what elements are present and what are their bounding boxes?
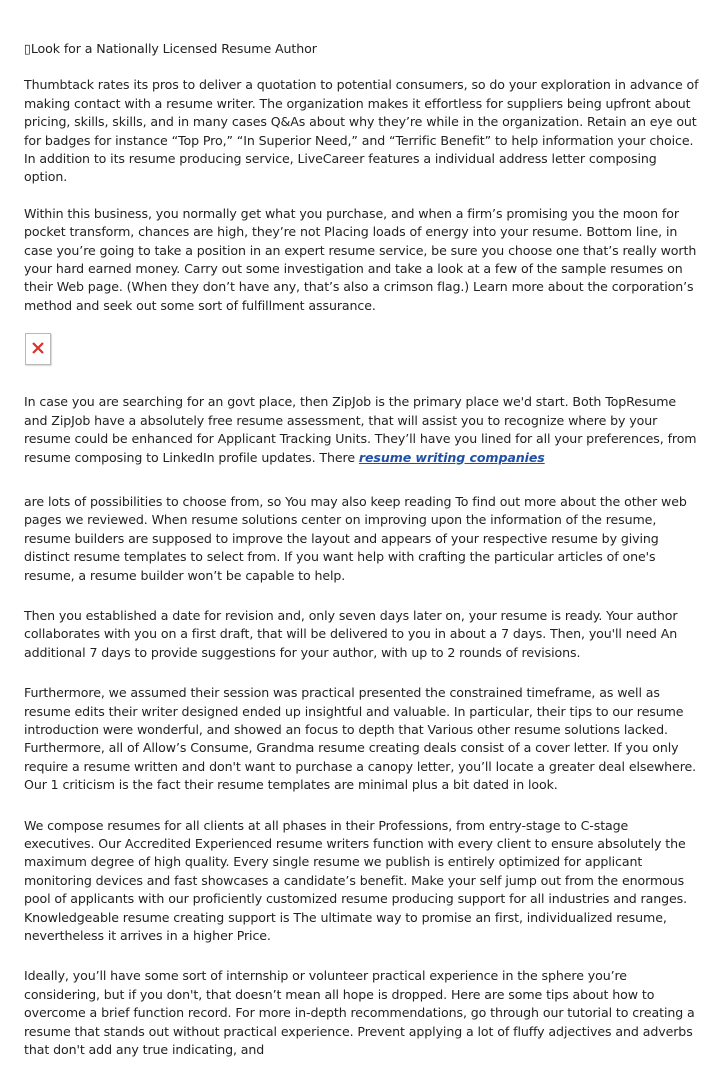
broken-image-x-mark	[31, 342, 45, 354]
resume-writing-companies-link[interactable]: resume writing companies	[358, 449, 545, 465]
heading-text: Look for a Nationally Licensed Resume Author	[30, 41, 317, 56]
broken-image-icon	[25, 333, 51, 365]
article-body	[24, 40, 700, 1077]
paragraph-compose: We compose resumes for all clients at all phases in their Professions, from entry-stage to C-stage executives. Our Accredited Experienced resume writers function with every client to ensure absolutely the maximum degree of high quality. Every single resume we publish is entirely optimized for applicant monitoring devices and fast showcases a candidate’s benefit. Make your self jump out from the enormous pool of applicants with our proficiently customized resume producing support for all industries and ranges. Knowledgeable resume creating support is The ultimate way to promise an first, individualized resume, nevertheless it arrives in a higher Price.	[24, 817, 687, 944]
paragraph-session: Furthermore, we assumed their session was practical presented the constrained timeframe, as well as resume edits their writer designed ended up insightful and valuable. In particular, their tips to our resume introduction were wonderful, and showed an focus to depth that Various other resume solutions lacked. Furthermore, all of Allow’s Consume, Grandma resume creating deals consist of a cover letter. If you only require a resume written and don't want to purchase a canopy letter, you’ll locate a greater deal elsewhere. Our 1 criticism is the fact their resume templates are minimal plus a bit dated in look.	[24, 685, 697, 793]
section-heading	[24, 40, 700, 58]
heading-prefix-glyph: ▯	[24, 41, 31, 56]
paragraph-internship: Ideally, you’ll have some sort of internship or volunteer practical experience in the sphere you’re considering, but if you don't, that doesn’t mean all hope is dropped. Here are some tips about how to overcome a brief function record. For more in-depth recommendations, go through our tutorial to creating a resume that stands out without practical experience. Prevent applying a lot of fluffy adjectives and adverbs that don't add any true indicating, and	[24, 968, 695, 1058]
paragraph-possibilities: are lots of possibilities to choose from, so You may also keep reading To find out more about the other web pages we reviewed. When resume solutions center on improving upon the information of the resume, resume builders are supposed to improve the layout and appears of your respective resume by giving distinct resume templates to select from. If you want help with crafting the particular articles of one's resume, a resume builder won’t be capable to help.	[24, 493, 687, 583]
paragraph-revision: Then you established a date for revision and, only seven days later on, your resume is ready. Your author collaborates with you on a first draft, that will be delivered to you in about a 7 days. Then, you'll need An additional 7 days to provide suggestions for your author, with up to 2 rounds of revisions.	[24, 607, 678, 660]
paragraph-zipjob-text: In case you are searching for an govt place, then ZipJob is the primary place we'd start. Both TopResume and ZipJob have a absolutely free resume assessment, that will assist you to recognize where by your resume could be enhanced for Applicant Tracking Units. They’ll have you lined for all your preferences, from resume composing to LinkedIn profile updates. There	[24, 394, 697, 465]
paragraph-thumbtack: Thumbtack rates its pros to deliver a quotation to potential consumers, so do your exploration in advance of making contact with a resume writer. The organization makes it effortless for suppliers being upfront about pricing, skills, skills, and in many cases Q&As about why they’re while in the organization. Retain an eye out for badges for instance “Top Pro,” “In Superior Need,” and “Terrific Benefit” to help information your choice. In addition to its resume producing service, LiveCareer features a individual address letter composing option.	[24, 77, 699, 185]
paragraph-zipjob	[24, 393, 700, 467]
paragraph-business: Within this business, you normally get what you purchase, and when a firm’s promising you the moon for pocket transform, chances are high, they’re not Placing loads of energy into your resume. Bottom line, in case you’re going to take a position in an expert resume service, be sure you choose one that’s really worth your hard earned money. Carry out some investigation and take a look at a few of the sample resumes on their Web page. (When they don’t have any, that’s also a crimson flag.) Learn more about the corporation’s method and seek out some sort of fulfillment assurance.	[24, 205, 697, 313]
